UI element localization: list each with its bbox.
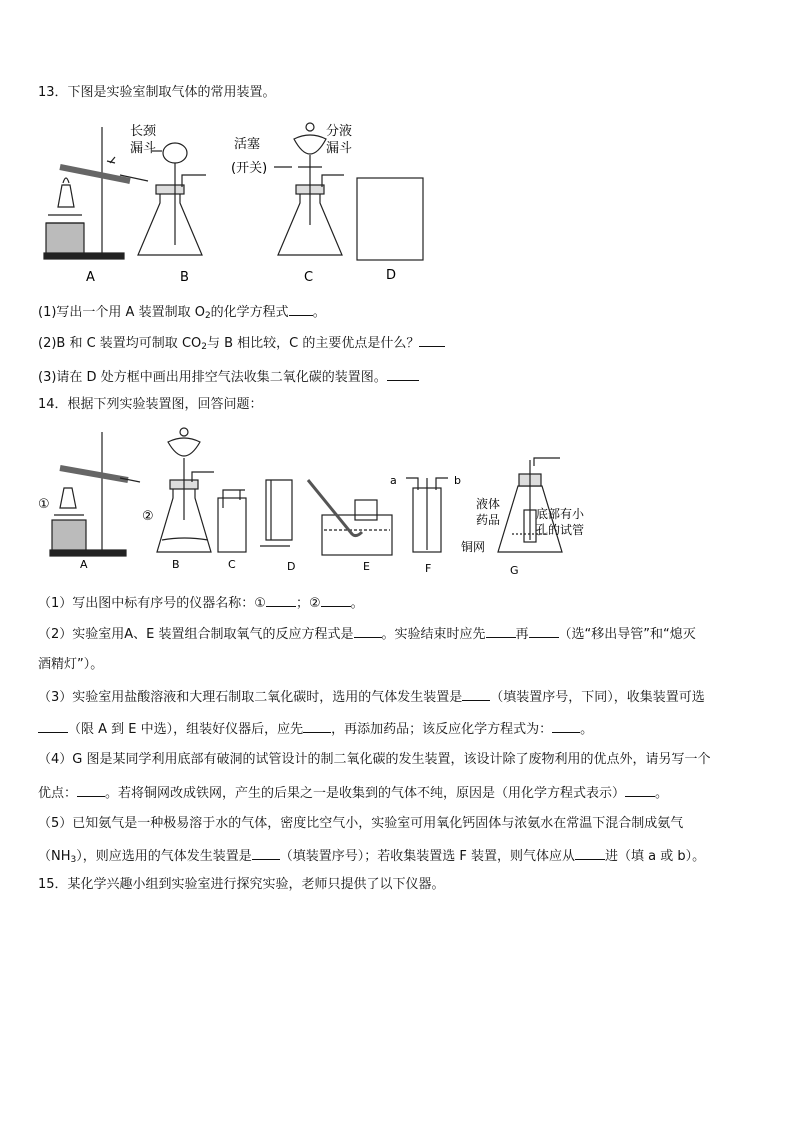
q14-part2-cont: 酒精灯”）。: [38, 657, 104, 672]
q14-label-yeti-1: 液体: [476, 497, 501, 511]
q13-label-changjing-1: 长颈: [130, 124, 157, 139]
q14-label-g: G: [510, 564, 519, 577]
q14-label-e: E: [363, 560, 370, 573]
q14-title: 14．根据下列实验装置图，回答问题：: [38, 397, 263, 412]
q14-label-a: A: [80, 558, 88, 571]
q13-label-fenye-1: 分液: [326, 124, 353, 139]
q14-apparatus-figure: [30, 420, 610, 585]
q13-apparatus-figure: [30, 115, 460, 290]
q14-part5: （5）已知氨气是一种极易溶于水的气体，密度比空气小，实验室可用氧化钙固体与浓氨水在常温下混合制成氨气: [38, 816, 684, 831]
q13-part2: (2)B 和 C 装置均可制取 $CO_2$与 B 相比较，C 的主要优点是什么？: [38, 333, 445, 356]
q14-part3-cont: （限 A 到 E 中选），组装好仪器后，应先 ，再添加药品；该反应化学方程式为： 。: [38, 719, 593, 739]
q13-label-fenye-2: 漏斗: [326, 141, 353, 156]
q14-part5-cont: $(NH_3)$，则应选用的气体发生装置是 （填装置序号）；若收集装置选 F 装置，则气体应从 进（填 a 或 b）。: [38, 846, 705, 869]
answer-blank[interactable]: [529, 624, 559, 638]
answer-blank[interactable]: [552, 719, 580, 733]
q14-marker-2: ②: [142, 509, 154, 524]
q13-label-a: A: [86, 270, 95, 285]
answer-blank[interactable]: [321, 593, 351, 607]
q14-label-port-a: a: [390, 474, 397, 487]
q14-label-dibu-1: 底部有小: [536, 507, 585, 521]
q14-part2: （2）实验室用A、E 装置组合制取氧气的反应方程式是 。实验结束时应先 再 （选“移出导管”和“熄灭: [38, 624, 696, 644]
q14-label-port-b: b: [454, 474, 461, 487]
q13-label-b: B: [180, 270, 189, 285]
answer-blank[interactable]: [419, 333, 445, 347]
answer-blank[interactable]: [575, 846, 605, 860]
answer-blank[interactable]: [486, 624, 516, 638]
answer-blank[interactable]: [252, 846, 280, 860]
q13-box-d: [357, 178, 423, 260]
q13-part1: (1)写出一个用 A 装置制取 $O_2$的化学方程式 。: [38, 302, 326, 325]
q13-label-kaiguan: (开关): [231, 161, 268, 176]
answer-blank[interactable]: [625, 783, 655, 797]
q14-marker-1: ①: [38, 497, 50, 512]
q14-label-tongwang: 铜网: [461, 540, 486, 554]
q14-part3: （3）实验室用盐酸溶液和大理石制取二氧化碳时，选用的气体发生装置是 （填装置序号，下同），收集装置可选: [38, 687, 705, 707]
q13-label-huosai: 活塞: [234, 137, 261, 152]
q14-label-d: D: [287, 560, 296, 573]
q14-part1: （1）写出图中标有序号的仪器名称：① ；② 。: [38, 593, 364, 613]
q14-label-c: C: [228, 558, 236, 571]
q13-label-c: C: [304, 270, 314, 285]
answer-blank[interactable]: [462, 687, 490, 701]
q15-title: 15．某化学兴趣小组到实验室进行探究实验，老师只提供了以下仪器。: [38, 877, 445, 892]
answer-blank[interactable]: [38, 719, 68, 733]
q14-label-dibu-2: 孔的试管: [536, 523, 585, 537]
answer-blank[interactable]: [266, 593, 296, 607]
q13-part3: (3)请在 D 处方框中画出用排空气法收集二氧化碳的装置图。: [38, 367, 419, 387]
q14-label-b: B: [172, 558, 180, 571]
q13-label-changjing-2: 漏斗: [130, 141, 157, 156]
q14-part4-cont: 优点： 。若将铜网改成铁网，产生的后果之一是收集到的气体不纯，原因是（用化学方程式表示） 。: [38, 783, 668, 803]
answer-blank[interactable]: [289, 302, 313, 316]
answer-blank[interactable]: [77, 783, 105, 797]
q14-label-f: F: [425, 562, 432, 575]
answer-blank[interactable]: [387, 367, 419, 381]
answer-blank[interactable]: [303, 719, 331, 733]
q14-label-yeti-2: 药品: [476, 513, 501, 527]
q13-title: 13．下图是实验室制取气体的常用装置。: [38, 85, 276, 100]
q13-label-d: D: [386, 268, 397, 283]
answer-blank[interactable]: [354, 624, 382, 638]
q14-part4: （4）G 图是某同学利用底部有破洞的试管设计的制二氧化碳的发生装置，该设计除了废物利用的优点外，请另写一个: [38, 752, 711, 767]
